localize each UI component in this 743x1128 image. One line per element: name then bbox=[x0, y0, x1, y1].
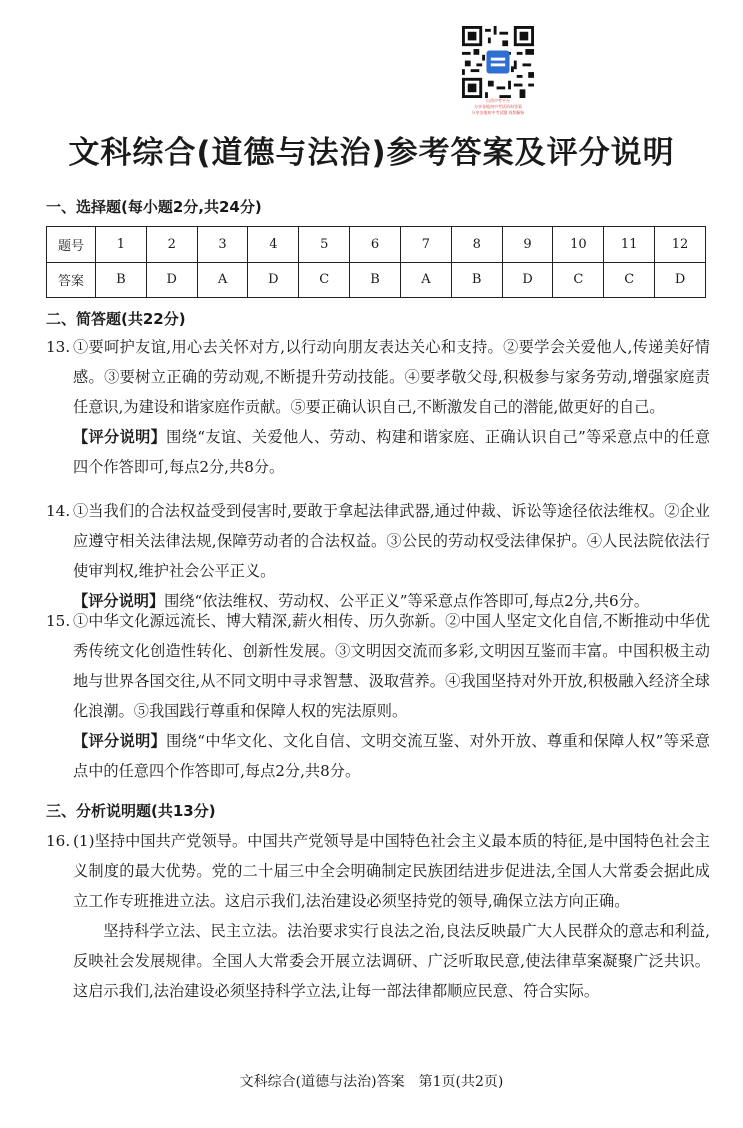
scoring-note-text: 围绕“友谊、关爱他人、劳动、构建和谐家庭、正确认识自己”等采意点中的任意四个作答即可,每点2分,共8分。 bbox=[73, 428, 711, 476]
qr-caption-3: 分享各地初中考试题 视频解析 bbox=[471, 110, 525, 115]
row-label-answer: 答案 bbox=[47, 262, 96, 298]
table-cell: A bbox=[400, 262, 451, 298]
question-number: 15. bbox=[46, 612, 71, 630]
question-number: 14. bbox=[46, 502, 71, 520]
qr-code-icon bbox=[462, 26, 534, 98]
table-cell: D bbox=[655, 262, 706, 298]
table-cell: D bbox=[248, 262, 299, 298]
scoring-note-label: 【评分说明】 bbox=[73, 592, 165, 610]
question-15 bbox=[46, 606, 710, 786]
table-cell: D bbox=[502, 262, 553, 298]
scoring-note-text: 围绕“中华文化、文化自信、文明交流互鉴、对外开放、尊重和保障人权”等采意点中的任意四个作答即可,每点2分,共8分。 bbox=[73, 732, 711, 780]
table-cell: 10 bbox=[553, 227, 604, 263]
table-cell: 12 bbox=[655, 227, 706, 263]
table-cell: 5 bbox=[299, 227, 350, 263]
page-title: 文科综合(道德与法治)参考答案及评分说明 bbox=[68, 135, 675, 171]
table-cell: 2 bbox=[146, 227, 197, 263]
qr-caption-2: 分享各地初中考试资料答案 bbox=[474, 104, 522, 109]
scoring-note-label: 【评分说明】 bbox=[73, 428, 167, 446]
table-cell: 4 bbox=[248, 227, 299, 263]
section-3-heading: 三、分析说明题(共13分) bbox=[46, 802, 216, 820]
table-cell: B bbox=[350, 262, 401, 298]
answer-text: ①当我们的合法权益受到侵害时,要敢于拿起法律武器,通过仲裁、诉讼等途径依法维权。②企业应遵守相关法律法规,保障劳动者的合法权益。③公民的劳动权受法律保护。④人民法院依法行使审判权,维护社会公平正义。 bbox=[73, 502, 710, 580]
table-cell: C bbox=[553, 262, 604, 298]
scoring-note-label: 【评分说明】 bbox=[73, 732, 167, 750]
table-cell: D bbox=[146, 262, 197, 298]
qr-block bbox=[460, 26, 536, 116]
answer-paragraph-2: 坚持科学立法、民主立法。法治要求实行良法之治,良法反映最广大人民群众的意志和利益,反映社会发展规律。全国人大常委会开展立法调研、广泛听取民意,使法律草案凝聚广泛共识。这启示我们,法治建设必须坚持科学立法,让每一部法律都顺应民意、符合实际。 bbox=[73, 922, 710, 1000]
section-2-heading: 二、简答题(共22分) bbox=[46, 310, 186, 328]
table-cell: 7 bbox=[400, 227, 451, 263]
table-cell: 8 bbox=[451, 227, 502, 263]
table-cell: C bbox=[299, 262, 350, 298]
table-cell: 11 bbox=[604, 227, 655, 263]
scoring-note-text: 围绕“依法维权、劳动权、公平正义”等采意点作答即可,每点2分,共6分。 bbox=[164, 592, 650, 610]
answer-text: ①中华文化源远流长、博大精深,薪火相传、历久弥新。②中国人坚定文化自信,不断推动中华优秀传统文化创造性转化、创新性发展。③文明因交流而多彩,文明因互鉴而丰富。中国积极主动地与世界各国交往,从不同文明中寻求智慧、汲取营养。④我国坚持对外开放,积极融入经济全球化浪潮。⑤我国践行尊重和保障人权的宪法原则。 bbox=[73, 612, 710, 720]
scoring-note bbox=[73, 422, 710, 482]
table-cell: 9 bbox=[502, 227, 553, 263]
table-cell: B bbox=[96, 262, 147, 298]
question-number: 13. bbox=[46, 338, 71, 356]
page-footer: 文科综合(道德与法治)答案 第1页(共2页) bbox=[239, 1074, 504, 1090]
answer-table bbox=[46, 226, 706, 298]
question-number: 16. bbox=[46, 832, 71, 850]
answer-row bbox=[47, 262, 706, 298]
answer-paragraph-1: (1)坚持中国共产党领导。中国共产党领导是中国特色社会主义最本质的特征,是中国特色社会主义制度的最大优势。党的二十届三中全会明确制定民族团结进步促进法,全国人大常委会据此成立工作专班推进立法。这启示我们,法治建设必须坚持党的领导,确保立法方向正确。 bbox=[73, 832, 710, 910]
answer-text: ①要呵护友谊,用心去关怀对方,以行动向朋友表达关心和支持。②要学会关爱他人,传递美好情感。③要树立正确的劳动观,不断提升劳动技能。④要孝敬父母,积极参与家务劳动,增强家庭责任意识,为建设和谐家庭作贡献。⑤要正确认识自己,不断激发自己的潜能,做更好的自己。 bbox=[73, 338, 710, 416]
row-label-number: 题号 bbox=[47, 227, 96, 263]
qr-caption-1: 山西中考平台 bbox=[486, 98, 510, 103]
section-1-heading: 一、选择题(每小题2分,共24分) bbox=[46, 198, 262, 216]
table-cell: A bbox=[197, 262, 248, 298]
table-cell: C bbox=[604, 262, 655, 298]
table-cell: 1 bbox=[96, 227, 147, 263]
table-cell: 6 bbox=[350, 227, 401, 263]
question-13 bbox=[46, 332, 710, 482]
table-cell: B bbox=[451, 262, 502, 298]
question-14 bbox=[46, 496, 710, 616]
scoring-note bbox=[73, 726, 710, 786]
table-cell: 3 bbox=[197, 227, 248, 263]
question-16 bbox=[46, 826, 710, 1006]
question-number-row bbox=[47, 227, 706, 263]
